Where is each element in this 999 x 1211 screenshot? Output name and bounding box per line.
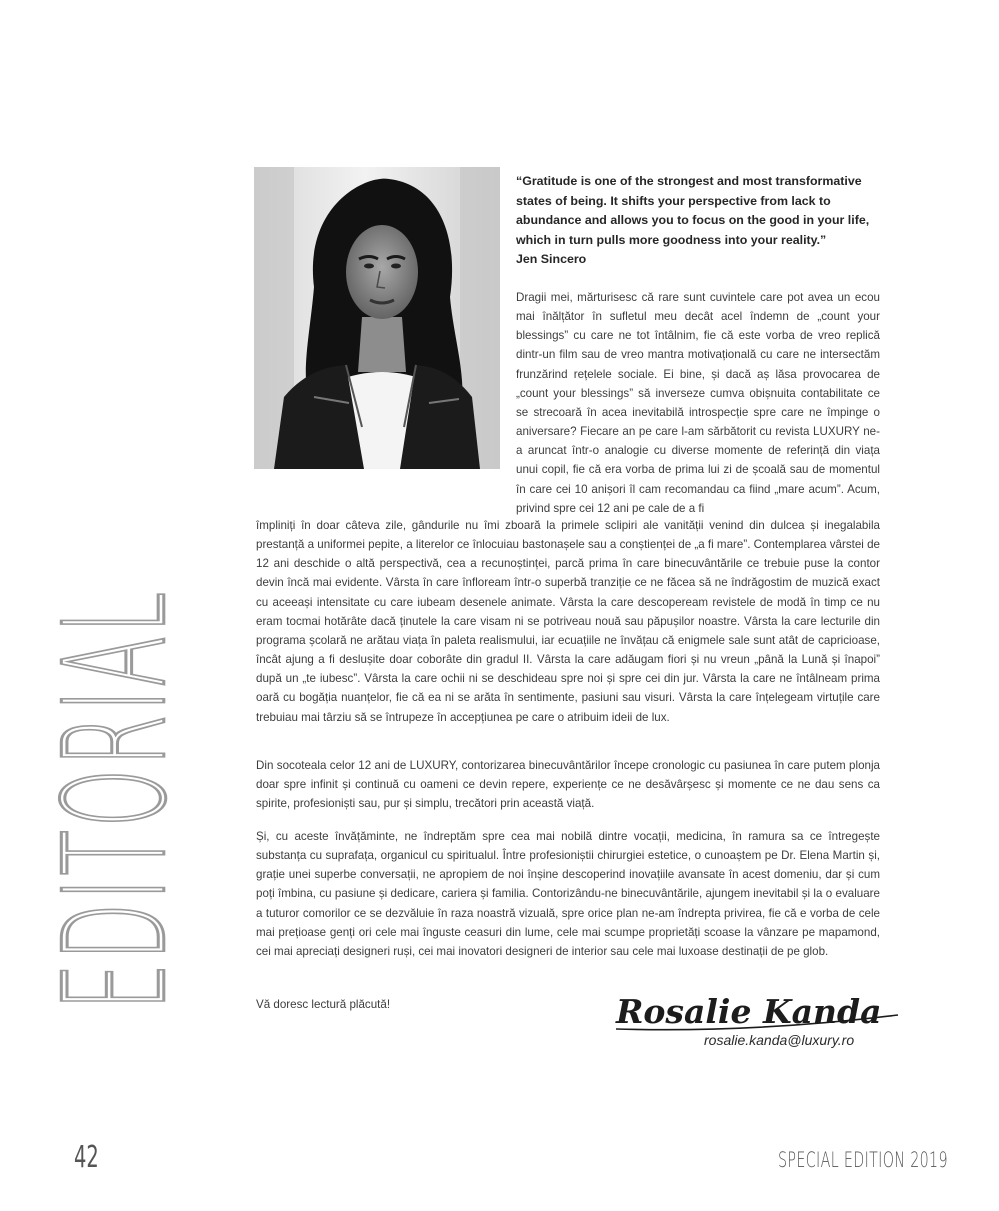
- page-number: 42: [74, 1140, 99, 1175]
- author-photo: [254, 167, 500, 469]
- body-paragraph: împliniți în doar câteva zile, gândurile nu îmi zboară la primele sclipiri ale vanității venind din dulcea și inegalabila prestanță a uniformei pepite, a literelor ce înlocuiau bastonașele sau a conștienței de „a fi mare”. Contemplarea vârstei de 12 ani deschide o altă perspectivă, cea a recunoștinței, parcă prima în care binecuvântările ce trebuie puse la contor devin încă mai evidente. Vârsta în care înfloream într-o superbă tranziție ce ne făcea să ne îndrăgostim de muzică exact cu aceeași intensitate cu care iubeam desenele animate. Vârsta la care descopeream revistele de modă în timp ce nu eram tocmai hotărâte dacă ținutele la care visam ni se potriveau nouă sau păpușilor noastre. Vârsta la care lecturile din programa școlară ne arătau viața în paleta realismului, iar ecuațiile ne învățau că enigmele sale sunt atât de capricioase, încât ajung a fi deslușite doar coborâte din gradul II. Vârsta la care adăugam fiori și nu vreun „până la Lună și înapoi” după un „te iubesc”. Vârsta la care ochii ni se deschideau spre noi și spre cei din jur. Vârsta la care ne întâlneam prima oară cu bogăția nuanțelor, fie că ea ni se arăta în sentimente, pasiuni sau visuri. Vârsta la care înțelegeam virtuțile care trebuiau mai târziu să se întrupeze în accepțiunea pe care o atribuim ideii de lux.: [256, 519, 880, 724]
- portrait-image: [254, 167, 500, 469]
- section-title: EDITORIAL: [34, 588, 198, 1010]
- closing-line: Vă doresc lectură plăcută!: [256, 998, 391, 1011]
- intro-paragraph: Dragii mei, mărturisesc că rare sunt cuvintele care pot avea un ecou mai înălțător în sufletul meu decât acel îndemn de „count your blessings” cu care ne tot întâlnim, fie că este vorba de vreo replică dintr-un film sau de vreo mantra motivațională cu care ne intersectăm frunzărind rețelele sociale. Ei bine, și dacă aș lăsa provocarea de „count your blessings” să inverseze cumva obișnuita contabilitate ce se strecoară în acea inevitabilă introspecție spre care ne împinge o aniversare? Fiecare an pe care l-am sărbătorit cu revista LUXURY ne-a aruncat într-o analogie cu diverse momente de referință din viața unui copil, fie că era vorba de prima lui zi de școală sau de momentul în care cei 10 anișori îl cam recomandau ca fiind „mare acum”. Acum, privind spre cei 12 ani pe cale de a fi: [516, 291, 880, 515]
- quote-text: “Gratitude is one of the strongest and most transformative states of being. It shifts your perspective from lack to abundance and allows you to focus on the good in your life, which in turn pulls more goodness into your reality.”: [516, 174, 870, 247]
- quote-author: Jen Sincero: [516, 252, 587, 266]
- body-paragraph: Din socoteala celor 12 ani de LUXURY, contorizarea binecuvântărilor începe cronologic cu pasiunea în care putem plonja doar spre infinit și continuă cu oameni ce devin repere, experiențe ce ne desăvârșesc și momente ce ne dau sens ca spirite, profesioniști sau, pur și simplu, trecători prin această viață.: [256, 759, 880, 811]
- signature-script: [612, 985, 902, 1035]
- author-email: rosalie.kanda@luxury.ro: [704, 1032, 855, 1048]
- signature-name: Rosalie Kanda: [616, 992, 882, 1031]
- edition-label: SPECIAL EDITION 2019: [778, 1148, 948, 1172]
- body-paragraph: Și, cu aceste învățăminte, ne îndreptăm spre cea mai nobilă dintre vocații, medicina, în ramura sa ce întregește substanța cu suprafața, organicul cu spiritualul. Între profesioniștii chirurgiei estetice, o cunoaștem pe Dr. Elena Martin și, grație unei superbe conversații, ne apropiem de noi înșine descoperind inovațiile avansate în acest domeniu, dar și cum poți îmbina, cu pasiune și dedicare, cariera și familia. Contorizându-ne binecuvântările, ajungem inevitabil și la o evaluare a tuturor comorilor ce se dezvăluie în raza noastră vizuală, spre orice plan ne-am îndrepta privirea, fie că e vorba de cele mai prețioase genți ori cele mai înguste ceasuri din lume, cele mai scumpe proprietăți scoase la vânzare pe mapamond, cei mai apreciați designeri ruși, cei mai inovatori designeri de interior sau cele mai luxoase destinații de pe glob.: [256, 830, 880, 958]
- quote-block: [516, 172, 880, 270]
- signature: [612, 985, 902, 1035]
